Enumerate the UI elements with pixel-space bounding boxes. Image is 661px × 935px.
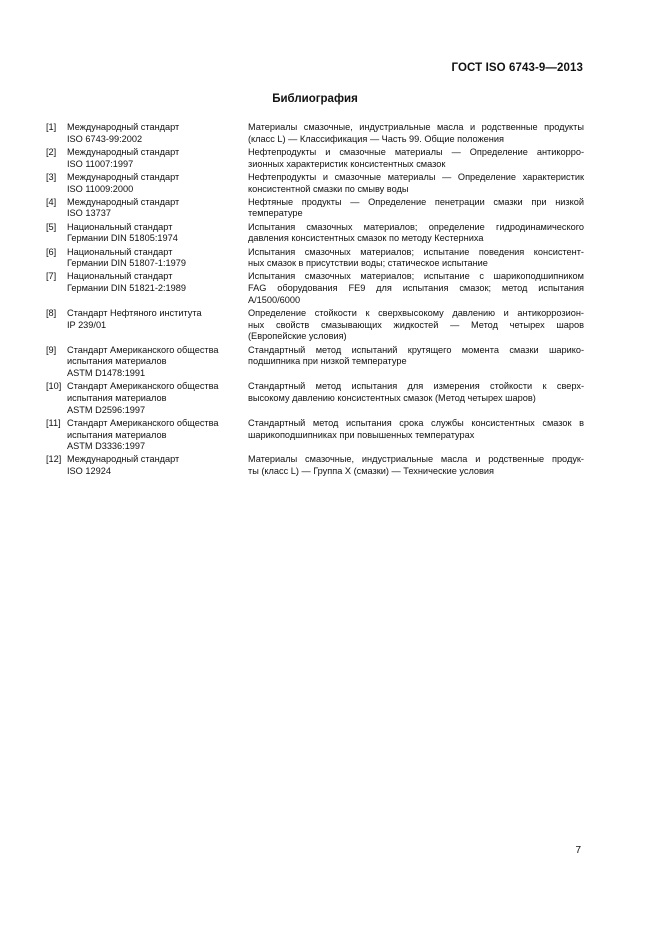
entry-description-line: подшипника при низкой температуре (248, 356, 407, 367)
entry-source-line: Национальный стандарт (67, 271, 173, 282)
entry-number: [7] (46, 271, 57, 282)
entry-source-line: Международный стандарт (67, 171, 180, 182)
entry-source-line: испытания материалов (67, 356, 167, 367)
bibliography-entry (46, 247, 584, 270)
entry-description-line: давления консистентных смазок по методу Кестерниха (248, 233, 484, 244)
entry-source-line: ISO 13737 (67, 208, 111, 219)
entry-description-line: ных смазок в присутствии воды; статическое испытание (248, 258, 488, 269)
bibliography-entry (46, 172, 584, 195)
bibliography-entry (46, 147, 584, 170)
entry-source-line: Стандарт Нефтяного института (67, 308, 202, 319)
entry-source (67, 122, 248, 145)
entry-description-line: (Европейские условия) (248, 331, 347, 342)
entry-number: [12] (46, 454, 62, 465)
bibliography-title: Библиография (272, 93, 358, 105)
bibliography-entry (46, 222, 584, 245)
entry-description-line: Испытания смазочных материалов; испытание с шарикоподшипником (248, 271, 584, 282)
entry-description-line: зионных характеристик консистентных смазок (248, 158, 446, 169)
entry-source (67, 222, 248, 245)
entry-source-line: испытания материалов (67, 429, 167, 440)
entry-description (248, 222, 584, 245)
entry-number: [4] (46, 196, 57, 207)
entry-source-line: IP 239/01 (67, 319, 107, 330)
entry-description-line: Материалы смазочные, индустриальные масла и родственные продукты (248, 122, 584, 132)
entry-description-line: Испытания смазочных материалов; определение гидродинамического (248, 221, 584, 232)
entry-description (248, 122, 584, 145)
entry-source-line: ASTM D2596:1997 (67, 404, 146, 415)
entry-source-line: ISO 12924 (67, 466, 111, 477)
entry-description (248, 197, 584, 220)
bibliography-list (46, 122, 584, 479)
entry-description-line: ных свойств смазывающих жидкостей — Метод четырех шаров (248, 319, 584, 330)
bibliography-entry (46, 381, 584, 416)
entry-description-line: консистентной смазки по смыву воды (248, 183, 409, 194)
bibliography-entry (46, 197, 584, 220)
entry-source (67, 308, 248, 331)
entry-source (67, 172, 248, 195)
entry-source (67, 197, 248, 220)
entry-source (67, 247, 248, 270)
entry-source-line: Стандарт Американского общества (67, 381, 219, 392)
bibliography-entry (46, 308, 584, 343)
page-number: 7 (575, 845, 581, 856)
entry-source-line: ISO 11007:1997 (67, 158, 134, 169)
entry-description-line: FAG оборудования FE9 для испытания смазок; метод испытания (248, 283, 584, 294)
entry-source-line: Национальный стандарт (67, 221, 173, 232)
entry-number: [2] (46, 146, 57, 157)
bibliography-entry (46, 271, 584, 306)
entry-source (67, 454, 248, 477)
entry-number: [9] (46, 344, 57, 355)
entry-source-line: Германии DIN 51821-2:1989 (67, 283, 186, 294)
entry-description (248, 308, 584, 343)
entry-source (67, 345, 248, 380)
entry-number: [6] (46, 246, 57, 257)
entry-description-line: высокому давлению консистентных смазок (Метод четырех шаров) (248, 392, 536, 403)
entry-description-line: Материалы смазочные, индустриальные масла и родственные продук- (248, 454, 584, 465)
entry-source-line: Международный стандарт (67, 146, 180, 157)
entry-source-line: Стандарт Американского общества (67, 344, 219, 355)
entry-source-line: Международный стандарт (67, 454, 180, 465)
entry-source-line: ASTM D3336:1997 (67, 441, 146, 452)
entry-description-line: (класс L) — Классификация — Часть 99. Общие положения (248, 133, 504, 144)
entry-source-line: ISO 6743-99:2002 (67, 133, 143, 144)
entry-number: [3] (46, 171, 57, 182)
entry-description (248, 454, 584, 477)
entry-description-line: шарикоподшипниках при повышенных температурах (248, 429, 475, 440)
entry-source (67, 381, 248, 416)
entry-source-line: Международный стандарт (67, 196, 180, 207)
bibliography-entry (46, 345, 584, 380)
entry-source (67, 147, 248, 170)
entry-description (248, 418, 584, 441)
entry-description-line: Определение стойкости к сверхвысокому давлению и антикоррозион- (248, 308, 584, 319)
entry-description-line: Испытания смазочных материалов; испытание поведения консистент- (248, 246, 584, 257)
entry-number: [10] (46, 381, 62, 392)
entry-description-line: Стандартный метод испытания срока службы консистентных смазок в (248, 417, 584, 428)
entry-description (248, 147, 584, 170)
entry-source-line: Германии DIN 51805:1974 (67, 233, 178, 244)
entry-source-line: ISO 11009:2000 (67, 183, 134, 194)
entry-source-line: Германии DIN 51807-1:1979 (67, 258, 186, 269)
entry-source-line: Национальный стандарт (67, 246, 173, 257)
entry-description-line: температуре (248, 208, 303, 219)
entry-number: [11] (46, 417, 61, 428)
entry-number: [1] (46, 122, 57, 132)
entry-number: [8] (46, 308, 57, 319)
entry-description (248, 345, 584, 368)
entry-source-line: Стандарт Американского общества (67, 417, 219, 428)
entry-source (67, 418, 248, 453)
entry-description-line: Нефтепродукты и смазочные материалы — Определение антикорро- (248, 146, 584, 157)
entry-number: [5] (46, 221, 57, 232)
entry-description (248, 247, 584, 270)
entry-description-line: Нефтяные продукты — Определение пенетрации смазки при низкой (248, 196, 584, 207)
bibliography-entry (46, 454, 584, 477)
entry-description-line: Стандартный метод испытания для измерения стойкости к сверх- (248, 381, 584, 392)
entry-description-line: A/1500/6000 (248, 294, 301, 305)
entry-source-line: Международный стандарт (67, 122, 180, 132)
entry-description (248, 381, 584, 404)
entry-source (67, 271, 248, 294)
entry-description (248, 271, 584, 306)
entry-description-line: Нефтепродукты и смазочные материалы — Определение характеристик (248, 171, 584, 182)
entry-source-line: испытания материалов (67, 392, 167, 403)
entry-description-line: Стандартный метод испытаний крутящего момента смазки шарико- (248, 344, 584, 355)
entry-description (248, 172, 584, 195)
entry-description-line: ты (класс L) — Группа X (смазки) — Технические условия (248, 466, 495, 477)
bibliography-entry (46, 122, 584, 145)
entry-source-line: ASTM D1478:1991 (67, 368, 146, 379)
bibliography-entry (46, 418, 584, 453)
document-code: ГОСТ ISO 6743-9—2013 (451, 62, 583, 74)
